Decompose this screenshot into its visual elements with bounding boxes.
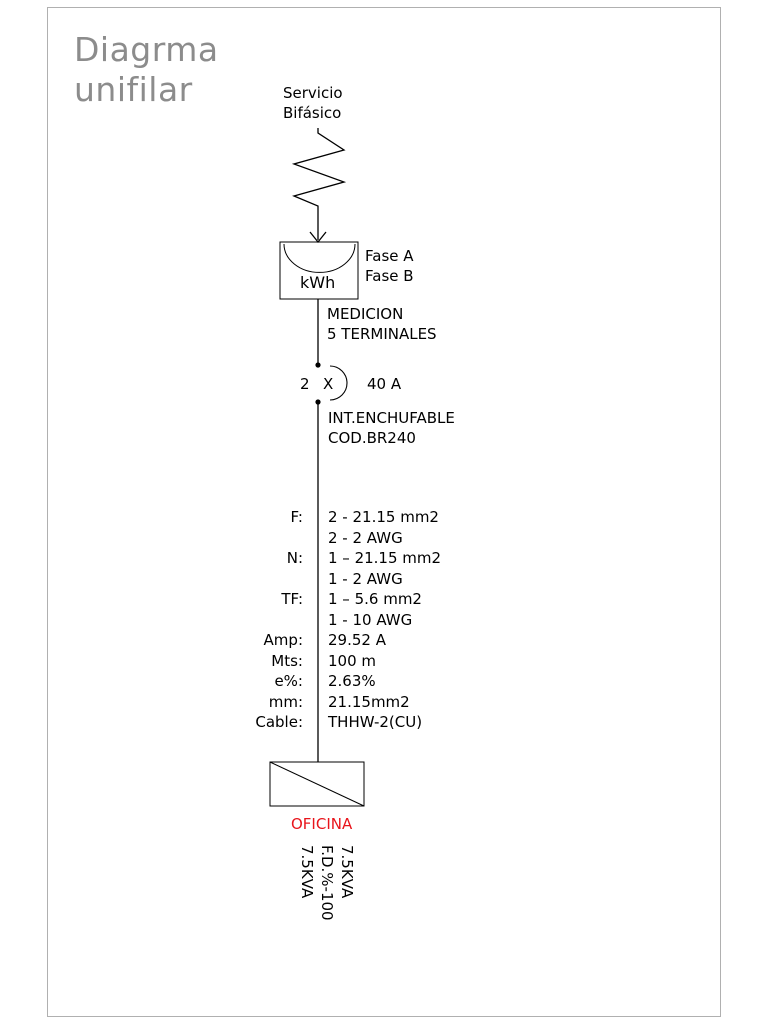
meter-arc: [284, 244, 355, 272]
title-line-1: Diagrma: [74, 30, 219, 69]
service-line-1: Servicio: [283, 84, 343, 102]
rotated-line-2: F.D.%-100: [318, 845, 336, 921]
spec-key: N:: [286, 549, 303, 567]
spec-value: 2.63%: [328, 672, 376, 690]
spec-value: 29.52 A: [328, 631, 386, 649]
title-line-2: unifilar: [74, 70, 193, 109]
breaker-line-2: COD.BR240: [328, 429, 416, 447]
spec-key: Mts:: [271, 651, 303, 670]
spec-value: 2 - 21.15 mm2: [328, 508, 439, 526]
breaker-rating: 40 A: [367, 375, 402, 393]
spec-value: 2 - 2 AWG: [328, 528, 403, 547]
spec-key: TF:: [281, 590, 303, 608]
load-rating-rotated: [257, 845, 357, 945]
spec-value: 1 - 2 AWG: [328, 569, 403, 588]
service-line-2: Bifásico: [283, 104, 342, 122]
breaker-label: [328, 408, 455, 448]
phase-a-label: Fase A: [365, 247, 414, 265]
spec-value: 21.15mm2: [328, 692, 410, 711]
spec-key: Cable:: [255, 713, 303, 731]
spec-key: Amp:: [263, 631, 303, 649]
spec-key: e%:: [274, 672, 303, 690]
medicion-label: [327, 304, 437, 344]
breaker-poles: 2: [300, 375, 310, 393]
spec-value: 1 – 21.15 mm2: [328, 549, 442, 567]
phase-b-label: Fase B: [365, 267, 414, 285]
spec-value: 1 – 5.6 mm2: [328, 590, 422, 608]
service-zigzag: [294, 128, 344, 240]
medicion-line-2: 5 TERMINALES: [327, 325, 437, 343]
medicion-line-1: MEDICION: [327, 305, 404, 323]
meter-label: kWh: [300, 273, 336, 292]
service-label: [283, 83, 343, 123]
meter-phases: [365, 246, 414, 286]
breaker-x: X: [323, 375, 334, 393]
rotated-line-3: 7.5KVA: [298, 845, 316, 899]
load-diagonal: [270, 762, 364, 806]
spec-value: THHW-2(CU): [328, 713, 423, 731]
spec-value: 1 - 10 AWG: [328, 610, 413, 629]
rotated-line-1: 7.5KVA: [338, 845, 356, 899]
breaker-line-1: INT.ENCHUFABLE: [328, 409, 455, 427]
load-name: OFICINA: [291, 815, 353, 833]
spec-key: F:: [290, 508, 303, 526]
breaker-dot-top: [315, 362, 320, 367]
spec-value: 100 m: [328, 651, 377, 670]
spec-key: mm:: [268, 692, 303, 711]
